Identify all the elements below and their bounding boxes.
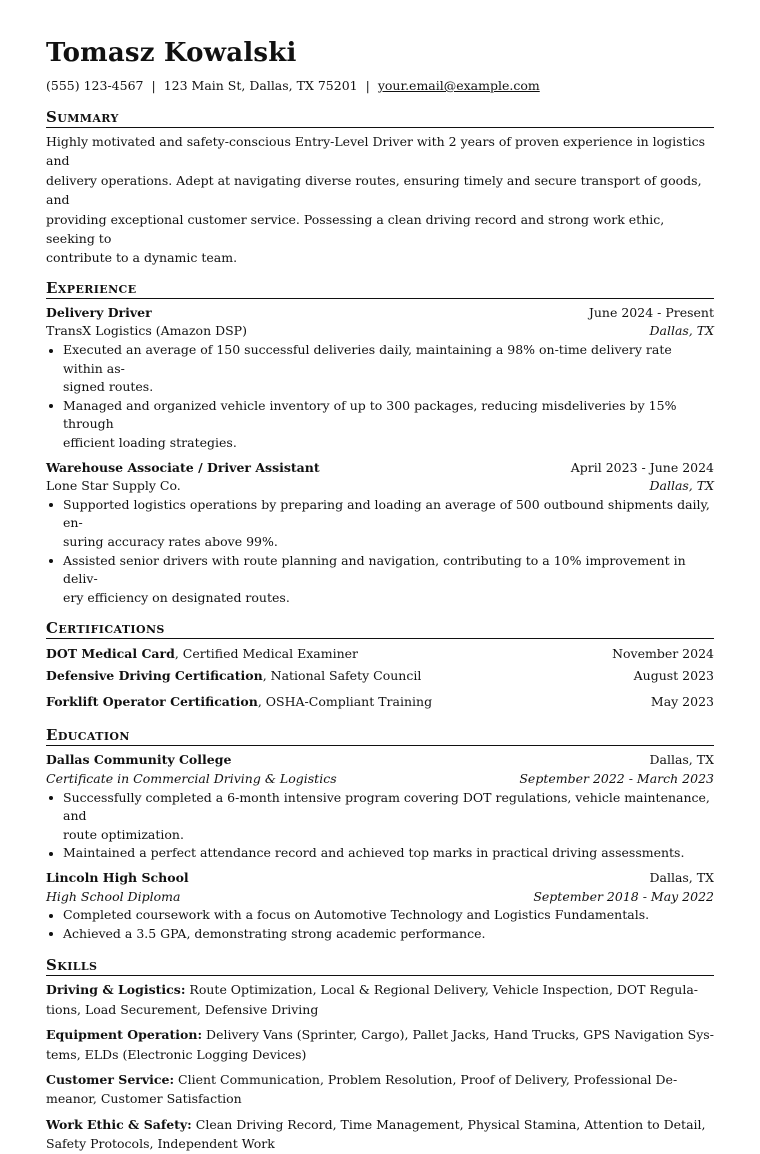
contact-line	[46, 78, 714, 94]
skills-list	[46, 980, 714, 1153]
program-name: Certificate in Commercial Driving & Logistics	[46, 770, 337, 786]
skill-group-text: Delivery Vans (Sprinter, Cargo), Pallet Jacks, Hand Trucks, GPS Navigation Sys-	[202, 1027, 714, 1043]
skill-group-text: Route Optimization, Local & Regional Delivery, Vehicle Inspection, DOT Regula-	[185, 982, 699, 998]
job-bullets	[46, 341, 714, 453]
experience-entry	[46, 304, 714, 453]
education-entry	[46, 751, 714, 863]
education-dates: September 2022 - March 2023	[519, 770, 714, 786]
job-dates: April 2023 - June 2024	[570, 459, 714, 475]
skill-group-label: Work Ethic & Safety:	[46, 1116, 192, 1132]
summary-text	[46, 132, 714, 268]
certification-issuer: , OSHA-Compliant Training	[257, 694, 433, 710]
skill-group	[46, 1025, 714, 1064]
section-title-skills: Skills	[46, 956, 714, 976]
summary-line: providing exceptional customer service. Possessing a clean driving record and strong work ethic, seeking to	[46, 211, 665, 247]
certification-date: November 2024	[612, 646, 714, 662]
list-item: Managed and organized vehicle inventory of up to 300 packages, reducing misdeliveries by 15% through efficient loading strategies.	[46, 397, 714, 453]
email-link[interactable]: your.email@example.com	[377, 78, 540, 93]
resume-header	[46, 38, 714, 94]
education-dates: September 2018 - May 2022	[533, 888, 714, 904]
education-entry	[46, 869, 714, 943]
certification-issuer: , National Safety Council	[262, 668, 422, 684]
skill-group-label: Equipment Operation:	[46, 1027, 203, 1043]
section-title-summary: Summary	[46, 108, 714, 128]
program-name: High School Diploma	[46, 888, 181, 904]
certification-name: DOT Medical Card	[46, 646, 175, 662]
list-item: Executed an average of 150 successful deliveries daily, maintaining a 98% on-time delivery rate within as- signed routes.	[46, 341, 714, 397]
summary-line: Highly motivated and safety-conscious Entry-Level Driver with 2 years of proven experience in logistics and	[46, 134, 706, 169]
contact-separator: |	[365, 78, 370, 93]
job-location: Dallas, TX	[649, 323, 714, 339]
list-item: Achieved a 3.5 GPA, demonstrating strong academic performance.	[46, 925, 714, 944]
certification-list	[46, 644, 714, 715]
skill-group	[46, 1070, 714, 1109]
job-bullets	[46, 496, 714, 608]
skill-group-text: tions, Load Securement, Defensive Driving	[46, 1001, 319, 1017]
education-bullets	[46, 789, 714, 863]
skill-group	[46, 1115, 714, 1154]
skill-group-text: Client Communication, Problem Resolution, Proof of Delivery, Professional De-	[174, 1071, 678, 1087]
phone-number: (555) 123-4567	[46, 78, 144, 93]
education-bullets	[46, 906, 714, 943]
skill-group-text: Safety Protocols, Independent Work	[46, 1136, 275, 1152]
section-title-education: Education	[46, 726, 714, 746]
job-title: Delivery Driver	[46, 304, 152, 320]
skill-group-label: Customer Service:	[46, 1071, 175, 1087]
list-item: Maintained a perfect attendance record and achieved top marks in practical driving assessments.	[46, 844, 714, 863]
job-dates: June 2024 - Present	[588, 304, 714, 320]
certification-date: May 2023	[650, 694, 714, 710]
skill-group-label: Driving & Logistics:	[46, 982, 186, 998]
summary-line: delivery operations. Adept at navigating diverse routes, ensuring timely and secure transport of goods, and	[46, 172, 702, 208]
job-location: Dallas, TX	[649, 478, 714, 494]
summary-line: contribute to a dynamic team.	[46, 250, 238, 266]
certification-issuer: , Certified Medical Examiner	[174, 646, 358, 662]
certification-name: Forklift Operator Certification	[46, 694, 258, 710]
school-location: Dallas, TX	[649, 752, 714, 768]
section-title-experience: Experience	[46, 279, 714, 299]
school-name: Dallas Community College	[46, 752, 232, 768]
skill-group	[46, 980, 714, 1019]
school-name: Lincoln High School	[46, 869, 189, 885]
certification-item	[46, 644, 714, 663]
candidate-name: Tomasz Kowalski	[46, 38, 297, 68]
list-item: Completed coursework with a focus on Automotive Technology and Logistics Fundamentals.	[46, 906, 714, 925]
address: 123 Main St, Dallas, TX 75201	[163, 78, 358, 93]
list-item: Supported logistics operations by preparing and loading an average of 500 outbound shipments daily, en- suring accuracy rates above 99%.	[46, 496, 714, 552]
skill-group-text: meanor, Customer Satisfaction	[46, 1091, 242, 1107]
certification-item	[46, 689, 714, 715]
skill-group-text: tems, ELDs (Electronic Logging Devices)	[46, 1046, 307, 1062]
list-item: Assisted senior drivers with route planning and navigation, contributing to a 10% improvement in deliv- ery efficiency on designated routes.	[46, 552, 714, 608]
school-location: Dallas, TX	[649, 869, 714, 885]
company-name: Lone Star Supply Co.	[46, 478, 181, 494]
company-name: TransX Logistics (Amazon DSP)	[46, 323, 247, 339]
job-title: Warehouse Associate / Driver Assistant	[46, 459, 320, 475]
experience-entry	[46, 459, 714, 608]
section-title-certifications: Certifications	[46, 619, 714, 639]
resume-page	[46, 38, 714, 1154]
list-item: Successfully completed a 6-month intensive program covering DOT regulations, vehicle maintenance, and route optimization.	[46, 789, 714, 845]
certification-date: August 2023	[633, 668, 714, 684]
certification-name: Defensive Driving Certification	[46, 668, 263, 684]
skill-group-text: Clean Driving Record, Time Management, Physical Stamina, Attention to Detail,	[191, 1116, 706, 1132]
certification-item	[46, 663, 714, 689]
contact-separator: |	[151, 78, 156, 93]
